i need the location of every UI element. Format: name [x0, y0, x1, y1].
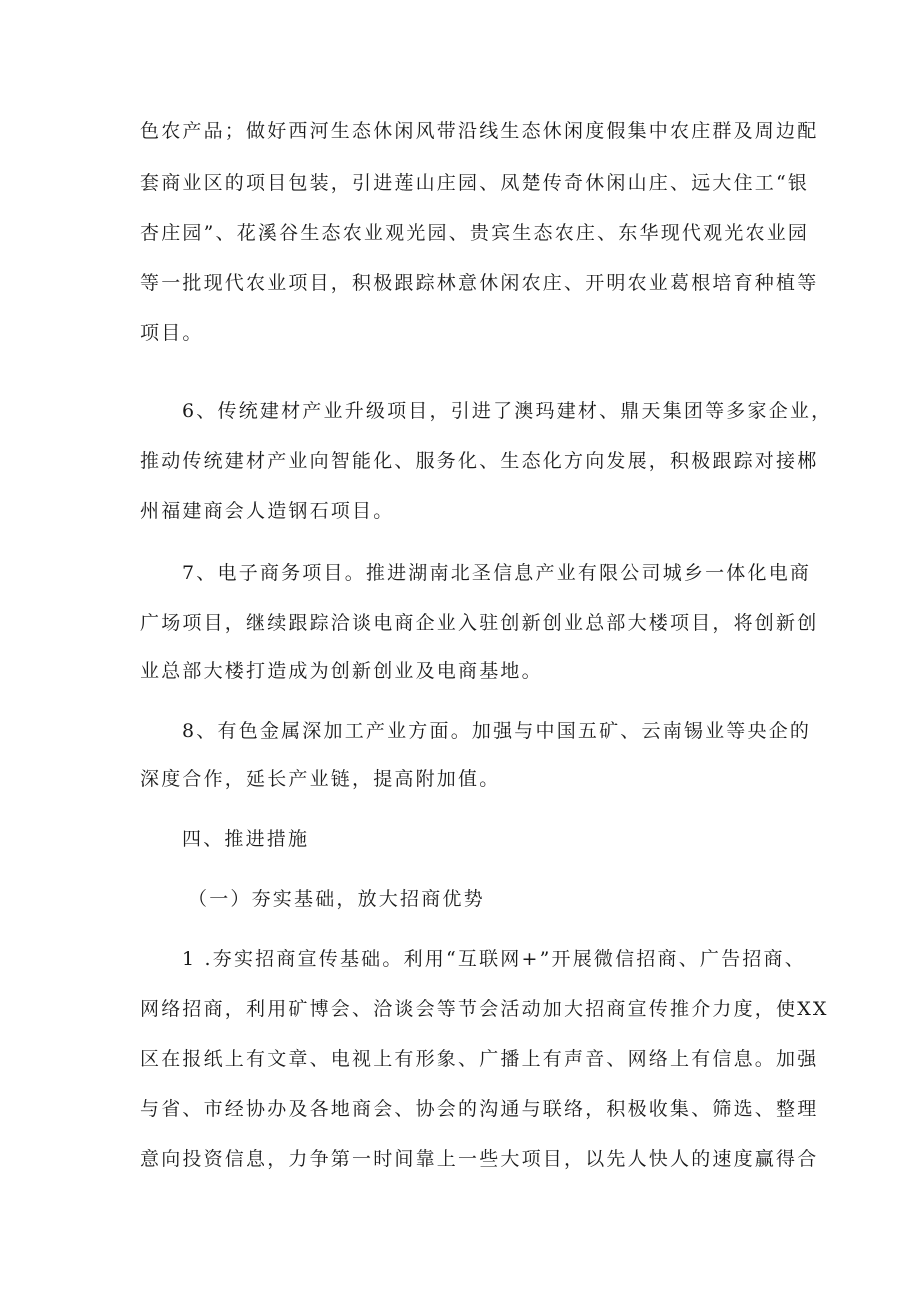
text-line: 杏庄园”、花溪谷生态农业观光园、贵宾生态农庄、东华现代观光农业园 [140, 222, 810, 244]
text-line: 与省、市经协办及各地商会、协会的沟通与联络，积极收集、筛选、整理 [140, 1098, 819, 1120]
text-line: 广场项目，继续跟踪洽谈电商企业入驻创新创业总部大楼项目，将创新创 [140, 612, 819, 634]
text-line: 色农产品；做好西河生态休闲风带沿线生态休闲度假集中农庄群及周边配 [140, 120, 819, 142]
text-line: 网络招商，利用矿博会、洽谈会等节会活动加大招商宣传推介力度，使XX [140, 998, 829, 1020]
text-line: 项目。 [140, 322, 204, 344]
section-heading: 四、推进措施 [182, 828, 310, 850]
text-line: 区在报纸上有文章、电视上有形象、广播上有声音、网络上有信息。加强 [140, 1048, 819, 1070]
text-line: 意向投资信息，力争第一时间靠上一些大项目，以先人快人的速度赢得合 [140, 1148, 819, 1170]
text-line: 7、电子商务项目。推进湖南北圣信息产业有限公司城乡一体化电商 [182, 562, 812, 584]
text-line: 6、传统建材产业升级项目，引进了澳玛建材、鼎天集团等多家企业， [182, 400, 833, 422]
text-line: 套商业区的项目包装，引进莲山庄园、凤楚传奇休闲山庄、远大住工“银 [140, 172, 810, 194]
text-line: 业总部大楼打造成为创新创业及电商基地。 [140, 660, 543, 682]
text-line: 州福建商会人造钢石项目。 [140, 500, 395, 522]
subsection-heading: （一）夯实基础，放大招商优势 [188, 888, 485, 910]
text-line: 8、有色金属深加工产业方面。加强与中国五矿、云南锡业等央企的 [182, 720, 812, 742]
text-line: 1 .夯实招商宣传基础。利用“互联网+”开展微信招商、广告招商、 [182, 948, 806, 970]
text-line: 深度合作，延长产业链，提高附加值。 [140, 768, 501, 790]
text-line: 推动传统建材产业向智能化、服务化、生态化方向发展，积极跟踪对接郴 [140, 450, 819, 472]
text-line: 等一批现代农业项目，积极跟踪林意休闲农庄、开明农业葛根培育种植等 [140, 272, 819, 294]
